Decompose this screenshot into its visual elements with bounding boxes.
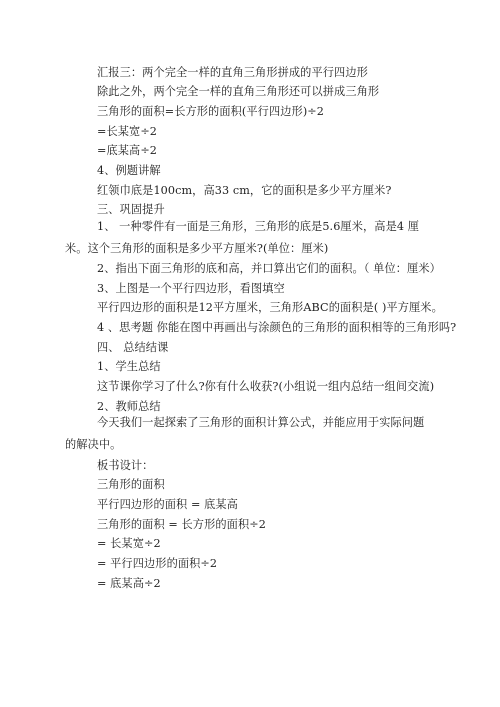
teacher-summary-paragraph: 今天我们一起探索了三角形的面积计算公式，并能应用于实际问题的解决中。 [65, 416, 425, 451]
board-length-width: = 长某宽÷2 [97, 537, 161, 550]
board-parallelogram-area: 平行四边形的面积 = 底某高 [97, 498, 238, 511]
length-width-formula: =长某宽÷2 [97, 125, 158, 138]
triangle-area-formula: 三角形的面积=长方形的面积(平行四边形)÷2 [97, 105, 324, 118]
parallelogram-fill-blank: 平行四边形的面积是12平方厘米，三角形ABC的面积是( )平方厘米。 [97, 301, 443, 314]
additionally-line: 除此之外，两个完全一样的直角三角形还可以拼成三角形 [97, 85, 380, 98]
base-height-formula: =底某高÷2 [97, 144, 158, 157]
consolidation-heading: 三、巩固提升 [97, 203, 165, 216]
example-heading: 4、例题讲解 [97, 164, 161, 177]
board-base-height: = 底某高÷2 [97, 577, 161, 590]
board-triangle-area-rect: 三角形的面积 = 长方形的面积÷2 [97, 518, 266, 531]
report-three-line: 汇报三：两个完全一样的直角三角形拼成的平行四边形 [97, 66, 368, 79]
board-design-heading: 板书设计： [97, 459, 154, 472]
board-parallelogram-half: = 平行四边形的面积÷2 [97, 557, 218, 570]
exercise-three-line: 3、上图是一个平行四边形，看图填空 [97, 282, 285, 295]
summary-heading: 四、 总结结课 [97, 341, 169, 354]
exercise-one-paragraph: 1、 一种零件有一面是三角形，三角形的底是5.6厘米，高是4 厘米。这个三角形的面积是多少平方厘米?(单位：厘米) [65, 220, 420, 255]
exercise-two-line: 2、指出下面三角形的底和高，并口算出它们的面积。（ 单位：厘米） [97, 262, 441, 275]
what-learned-line: 这节课你学习了什么?你有什么收获?(小组说一组内总结一组间交流) [97, 380, 435, 393]
teacher-summary-line: 2、教师总结 [97, 400, 161, 413]
student-summary-line: 1、学生总结 [97, 360, 161, 373]
board-triangle-area-title: 三角形的面积 [97, 478, 165, 491]
red-scarf-question: 红领巾底是100cm，高33 cm，它的面积是多少平方厘米? [97, 184, 392, 197]
thinking-question-line: 4 、思考题 你能在图中再画出与涂颜色的三角形的面积相等的三角形吗? [97, 321, 457, 334]
